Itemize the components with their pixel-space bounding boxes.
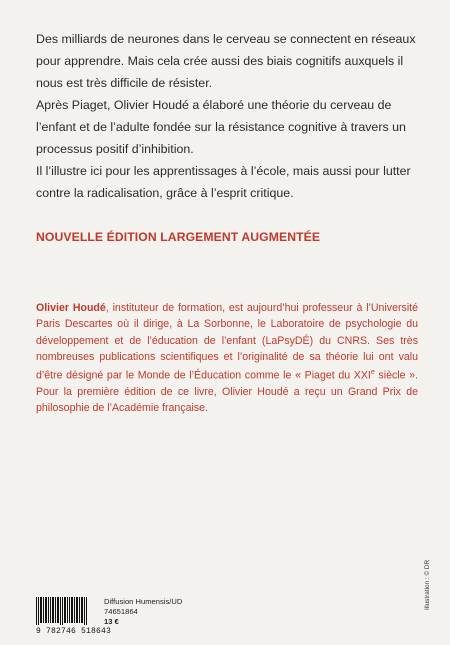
century-superscript: e — [370, 369, 375, 377]
illustration-credit: Illustration : © DR — [424, 559, 431, 610]
blurb-paragraph-3: Il l’illustre ici pour les apprentissages à l’école, mais aussi pour lutter contre la radicalisation, grâce à l’esprit critique. — [36, 164, 411, 200]
product-code: 74651864 — [104, 607, 138, 616]
author-name: Olivier Houdé — [36, 302, 106, 314]
blurb-paragraph-2: Après Piaget, Olivier Houdé a élaboré une théorie du cerveau de l’enfant et de l’adulte fondée sur la résistance cognitive à travers un processus positif d’inhibition. — [36, 98, 406, 156]
barcode-icon — [36, 597, 88, 625]
author-bio — [36, 300, 418, 417]
ean-number: 9 782746 518643 — [36, 627, 112, 636]
blurb-paragraph-1: Des milliards de neurones dans le cerveau se connectent en réseaux pour apprendre. Mais cela crée aussi des biais cognitifs auxquels il nous est très difficile de résister. — [36, 32, 416, 90]
summary-blurb — [36, 28, 416, 204]
distributor-name: Diffusion Humensis/UD — [104, 597, 183, 606]
author-bio-text-end: siècle ». Pour la première édition de ce livre, Olivier Houdé a reçu un Grand Prix de philosophie de l’Académie française. — [36, 369, 419, 415]
price-label: 13 € — [104, 617, 119, 626]
author-bio-text: , instituteur de formation, est aujourd’hui professeur à l’Université Paris Descartes où il dirige, à La Sorbonne, le Laboratoire de psychologie du développement et de l’éducation de l’enfant (LaPsyDÉ) du CNRS. Ses très nombreuses publications scientifiques et l’originalité de sa théorie lui ont valu d’être désigné par le Monde de l’Éducation comme le « Piaget du XXI — [36, 302, 419, 382]
edition-label: NOUVELLE ÉDITION LARGEMENT AUGMENTÉE — [36, 230, 321, 244]
barcode-block — [36, 597, 276, 637]
distribution-info — [104, 597, 182, 627]
